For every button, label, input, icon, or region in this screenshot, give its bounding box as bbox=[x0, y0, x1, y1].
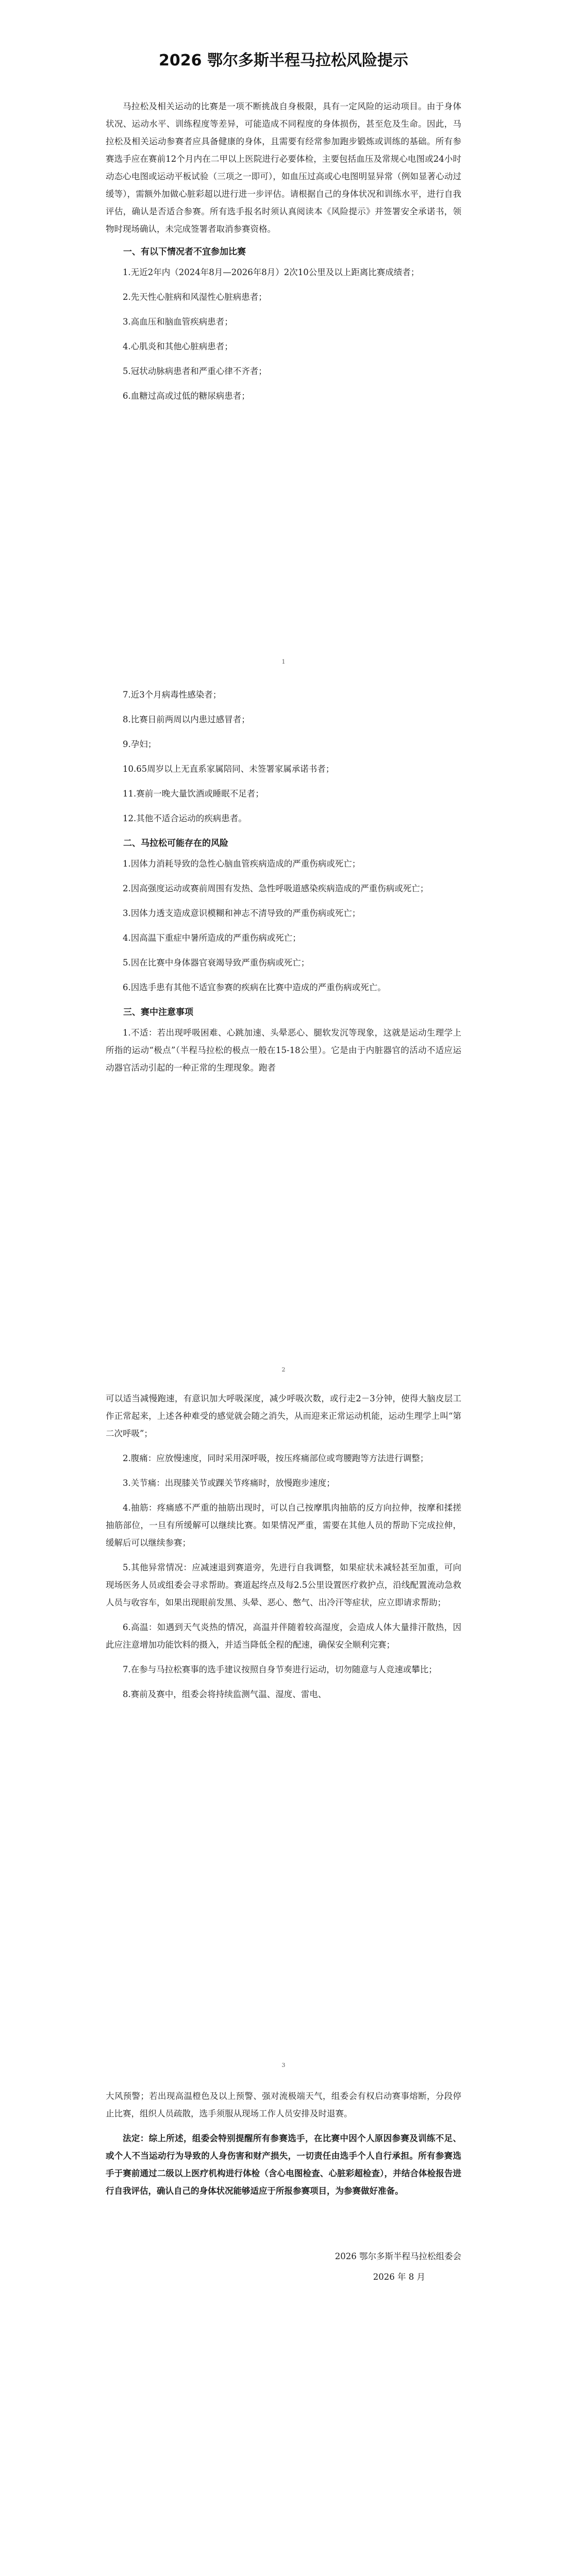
list-item: 6.高温：如遇到天气炎热的情况，高温并伴随着较高湿度，会造成人体大量排汗散热，因此应注意增加功能饮料的摄入，并适当降低全程的配速，确保安全顺利完赛； bbox=[106, 1622, 461, 1650]
list-item: 1.无近2年内（2024年8月—2026年8月）2次10公里及以上距离比赛成绩者； bbox=[123, 267, 420, 277]
list-item: 6.因选手患有其他不适宜参赛的疾病在比赛中造成的严重伤病或死亡。 bbox=[123, 982, 386, 992]
conclusion-paragraph: 法定：综上所述，组委会特别提醒所有参赛选手，在比赛中因个人原因参赛及训练不足、或个人不当运动行为导致的人身伤害和财产损失，一切责任由选手个人自行承担。所有参赛选手于赛前通过二级以上医疗机构进行体检（含心电图检查、心脏彩超检查），并结合体检报告进行自我评估，确认自己的身体状况能够适应于所报参赛项目，为参赛做好准备。 bbox=[106, 2133, 461, 2196]
list-item-continued: 大风预警；若出现高温橙色及以上预警、强对流极端天气，组委会有权启动赛事熔断，分段停止比赛，组织人员疏散，选手须服从现场工作人员安排及时退赛。 bbox=[106, 2091, 461, 2119]
list-item: 2.因高强度运动或赛前周围有发热、急性呼吸道感染疾病造成的严重伤病或死亡； bbox=[123, 884, 429, 893]
section-1-heading: 一、有以下情况者不宜参加比赛 bbox=[123, 247, 246, 257]
document-title: 2026 鄂尔多斯半程马拉松风险提示 bbox=[159, 52, 408, 70]
section-2-heading: 二、马拉松可能存在的风险 bbox=[123, 838, 228, 849]
signature-date: 2026 年 8 月 bbox=[373, 2272, 425, 2282]
list-item: 4.心肌炎和其他心脏病患者； bbox=[123, 342, 233, 351]
list-item: 1.不适：若出现呼吸困难、心跳加速、头晕恶心、腿软发沉等现象，这就是运动生理学上所指的运动“极点”（半程马拉松的极点一般在15-18公里）。它是由于内脏器官的活动不适应运动器官活动引起的一种正常的生理现象。跑者 bbox=[106, 1028, 461, 1073]
intro-paragraph: 马拉松及相关运动的比赛是一项不断挑战自身极限，具有一定风险的运动项目。由于身体状况、运动水平、训练程度等差异，可能造成不同程度的身体损伤，甚至危及生命。因此，马拉松及相关运动参赛者应具备健康的身体，且需要有经常参加跑步锻炼或训练的基础。所有参赛选手应在赛前12个月内在二甲以上医院进行必要体检，主要包括血压及常规心电图或24小时动态心电图或运动平板试验（三项之一即可），如血压过高或心电图明显异常（例如显著心动过缓等），需额外加做心脏彩超以进行进一步评估。请根据自己的身体状况和训练水平，进行自我评估，确认是否适合参赛。所有选手报名时须认真阅读本《风险提示》并签署安全承诺书，领物时现场确认，未完成签署者取消参赛资格。 bbox=[106, 101, 461, 234]
page-4-body bbox=[106, 2088, 461, 2287]
organizer-signature: 2026 鄂尔多斯半程马拉松组委会 bbox=[335, 2251, 461, 2261]
list-item: 2.先天性心脏病和风湿性心脏病患者； bbox=[123, 292, 267, 302]
section-1-list bbox=[106, 264, 461, 405]
list-item: 7.在参与马拉松赛事的选手建议按照自身节奏进行运动，切勿随意与人竞速或攀比； bbox=[123, 1665, 437, 1674]
list-item: 2.腹痛：应放慢速度，同时采用深呼吸，按压疼痛部位或弯腰跑等方法进行调整； bbox=[123, 1453, 429, 1463]
list-item: 8.赛前及赛中，组委会将持续监测气温、湿度、雷电、 bbox=[123, 1689, 327, 1699]
page-1b-body bbox=[106, 686, 461, 1077]
section-3-heading: 三、赛中注意事项 bbox=[123, 1007, 193, 1018]
list-item: 1.因体力消耗导致的急性心脑血管疾病造成的严重伤病或死亡； bbox=[123, 859, 361, 869]
list-item-continued: 可以适当减慢跑速，有意识加大呼吸深度，减少呼吸次数，或行走2－3分钟，使得大脑皮层工作正常起来，上述各种难受的感觉就会随之消失，从而迎来正常运动机能，运动生理学上叫“第二次呼吸”； bbox=[106, 1394, 461, 1438]
list-item: 5.冠状动脉病患者和严重心律不齐者； bbox=[123, 366, 267, 376]
list-item: 11.赛前一晚大量饮酒或睡眠不足者； bbox=[123, 789, 264, 799]
page-number: 1 bbox=[281, 658, 286, 665]
list-item: 5.其他异常情况：应减速退到赛道旁，先进行自我调整，如果症状未减轻甚至加重，可向现场医务人员或组委会寻求帮助。赛道起终点及每2.5公里设置医疗救护点，沿线配置流动急救人员与收容车，如果出现眼前发黑、头晕、恶心、憋气、出冷汗等症状，应立即请求帮助； bbox=[106, 1563, 461, 1607]
page-3-body bbox=[106, 1390, 461, 1703]
list-item: 10.65周岁以上无直系家属陪同、未签署家属承诺书者； bbox=[123, 764, 335, 774]
list-item: 3.高血压和脑血管疾病患者； bbox=[123, 317, 233, 327]
list-item: 5.因在比赛中身体器官衰竭导致严重伤病或死亡； bbox=[123, 958, 310, 968]
list-item: 3.关节痛：出现膝关节或踝关节疼痛时，放慢跑步速度； bbox=[123, 1478, 335, 1488]
list-item: 4.因高温下重症中暑所造成的严重伤病或死亡； bbox=[123, 933, 301, 943]
list-item: 4.抽筋：疼痛感不严重的抽筋出现时，可以自己按摩肌肉抽筋的反方向拉伸，按摩和揉搓抽筋部位，一旦有所缓解可以继续比赛。如果情况严重，需要在其他人员的帮助下完成拉伸，缓解后可以继续参赛； bbox=[106, 1503, 461, 1548]
list-item: 9.孕妇； bbox=[123, 739, 157, 749]
page-number: 3 bbox=[281, 2062, 286, 2069]
list-item: 7.近3个月病毒性感染者； bbox=[123, 690, 222, 700]
list-item: 3.因体力透支造成意识模糊和神志不清导致的严重伤病或死亡； bbox=[123, 908, 361, 918]
page-number: 2 bbox=[281, 1366, 286, 1373]
list-item: 6.血糖过高或过低的糖尿病患者； bbox=[123, 391, 250, 401]
page-1-body bbox=[106, 98, 461, 412]
list-item: 12.其他不适合运动的疾病患者。 bbox=[123, 814, 247, 823]
list-item: 8.比赛日前两周以内患过感冒者； bbox=[123, 715, 250, 724]
